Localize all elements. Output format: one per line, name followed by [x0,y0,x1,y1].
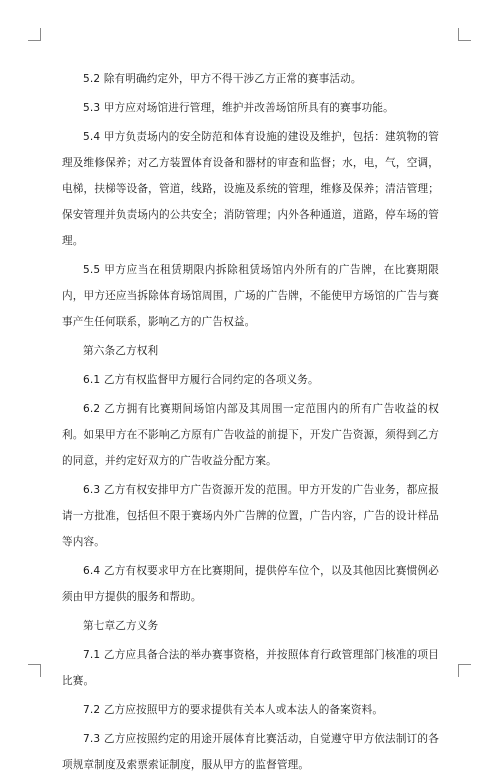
clause-5-4: 5.4 甲方负责场内的安全防范和体育设施的建设及维护，包括：建筑物的管理及维修保养；对乙方装置体育设备和器材的审查和监督；水，电，气，空调，电梯，扶梯等设备，管道，线路，设施及系统的管理，维修及保养；清洁管理；保安管理并负责场内的公共安全；消防管理；内外各种通道，道路，停车场的管理。 [62,131,439,247]
clause-7-2: 7.2 乙方应按照甲方的要求提供有关本人或本法人的备案资料。 [83,704,384,716]
section-heading-article-6: 第六条乙方权利 [83,345,159,357]
clause-7-3: 7.3 乙方应按照约定的用途开展体育比赛活动，自觉遵守甲方依法制订的各项规章制度及索票索证制度，服从甲方的监督管理。 [62,733,439,771]
crop-mark-top-left [28,28,41,41]
crop-mark-bottom-right [458,664,471,677]
clause-6-4: 6.4 乙方有权要求甲方在比赛期间，提供停车位个，以及其他因比赛惯例必须由甲方提供的服务和帮助。 [62,565,439,603]
clause-5-5: 5.5 甲方应当在租赁期限内拆除租赁场馆内外所有的广告牌，在比赛期限内，甲方还应当拆除体育场馆周围，广场的广告牌，不能使甲方场馆的广告与赛事产生任何联系，影响乙方的广告权益。 [62,264,439,328]
clause-6-3: 6.3 乙方有权安排甲方广告资源开发的范围。甲方开发的广告业务，都应报请一方批准，包括但不限于赛场内外广告牌的位置，广告内容，广告的设计样品等内容。 [62,484,439,548]
crop-mark-bottom-left [28,664,41,677]
clause-6-1: 6.1 乙方有权监督甲方履行合同约定的各项义务。 [83,374,319,386]
clause-5-2: 5.2 除有明确约定外，甲方不得干涉乙方正常的赛事活动。 [83,73,362,85]
clause-6-2: 6.2 乙方拥有比赛期间场馆内部及其周围一定范围内的所有广告收益的权利。如果甲方在不影响乙方原有广告收益的前提下，开发广告资源，须得到乙方的同意，并约定好双方的广告收益分配方案。 [62,403,439,467]
section-heading-chapter-7: 第七章乙方义务 [83,620,159,632]
document-body [62,66,439,781]
crop-mark-top-right [458,28,471,41]
clause-5-3: 5.3 甲方应对场馆进行管理，维护并改善场馆所具有的赛事功能。 [83,102,394,114]
clause-7-1: 7.1 乙方应具备合法的举办赛事资格，并按照体育行政管理部门核准的项目比赛。 [62,649,439,687]
